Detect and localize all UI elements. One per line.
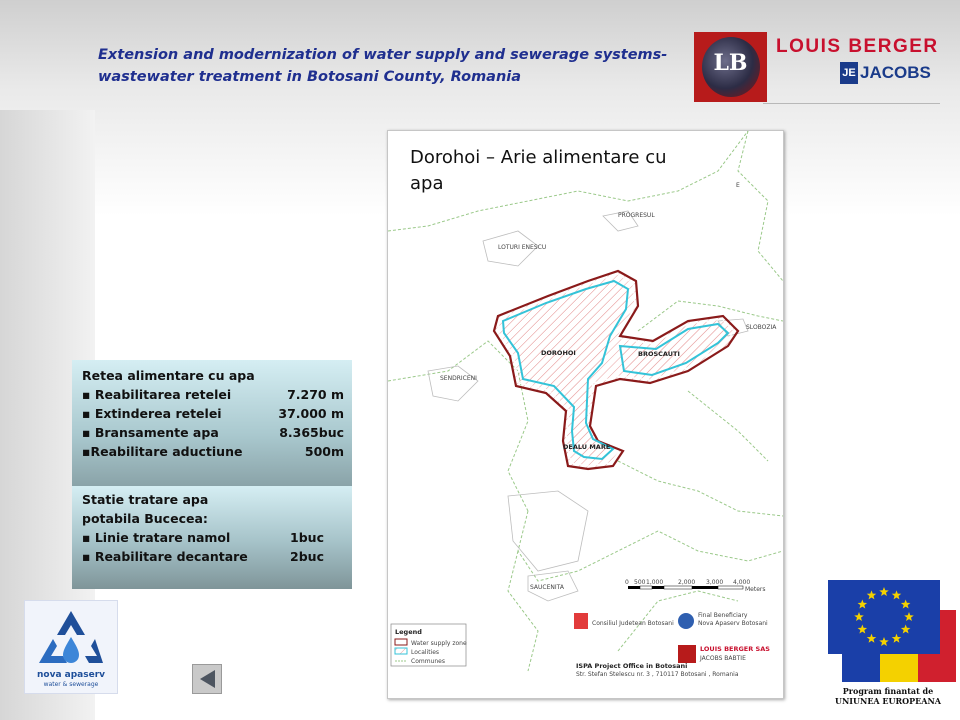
eu-star-icon <box>879 587 889 596</box>
previous-slide-button[interactable] <box>192 664 222 694</box>
header-divider <box>763 103 940 104</box>
eu-star-icon <box>858 625 868 634</box>
recycle-icon <box>25 601 117 693</box>
eu-caption-line2: UNIUNEA EUROPEANA <box>835 696 941 706</box>
nova-apaserv-logo <box>24 600 118 694</box>
network-row <box>82 404 344 423</box>
map-label-broscauti: BROSCAUTI <box>638 350 680 358</box>
council-crest-icon <box>574 613 588 629</box>
jacobs-mark: JE <box>840 62 858 84</box>
office-address: Str. Stefan Stelescu nr. 3 , 710117 Botosani , Romania <box>576 671 739 678</box>
logo-letters: LB <box>713 50 748 76</box>
eu-star-icon <box>867 634 877 643</box>
network-row <box>82 423 344 442</box>
legend-title: Legend <box>395 628 422 636</box>
slide-title <box>98 44 668 88</box>
map-label-sendriceni: SENDRICENI <box>440 375 477 382</box>
scale-tick: 500 <box>634 579 646 586</box>
map-legend <box>391 624 467 666</box>
station-row-label: ▪ Reabilitare decantare <box>82 549 248 564</box>
beneficiary-name: Nova Apaserv Botosani <box>698 620 768 627</box>
eu-star-icon <box>892 634 902 643</box>
map-drawing <box>388 131 783 698</box>
map-label-slobozia: SLOBOZIA <box>746 324 777 331</box>
network-row-label: ▪ Reabilitarea retelei <box>82 387 232 402</box>
jacobs-logo <box>840 62 931 84</box>
scale-bar <box>625 579 766 593</box>
station-row <box>82 528 324 547</box>
scale-tick: 2,000 <box>678 579 696 586</box>
map-label-progresul: PROGRESUL <box>618 212 655 219</box>
station-row-value: 2buc <box>290 549 324 564</box>
map-label-e: E <box>736 182 740 189</box>
network-row-value: 8.365buc <box>279 425 344 440</box>
legend-item: Localities <box>411 649 440 656</box>
beneficiary-title: Final Beneficiary <box>698 612 748 619</box>
scale-tick: 3,000 <box>706 579 724 586</box>
map-title <box>410 145 740 197</box>
network-row-label: ▪Reabilitare aductiune <box>82 444 243 459</box>
left-arrow-icon <box>200 670 215 688</box>
legend-item: Communes <box>411 658 445 665</box>
eu-star-icon <box>854 612 864 621</box>
network-heading: Retea alimentare cu apa <box>82 368 255 383</box>
station-row <box>82 547 324 566</box>
station-heading-line1: Statie tratare apa <box>82 492 209 507</box>
eu-star-icon <box>892 590 902 599</box>
company-name: LOUIS BERGER <box>776 36 939 57</box>
legend-item: Water supply zone <box>411 640 467 647</box>
eu-flag <box>828 580 940 654</box>
eu-star-icon <box>904 612 914 621</box>
water-supply-map <box>387 130 784 699</box>
eu-stars-icon <box>828 580 940 654</box>
map-label-saucenita: SAUCENITA <box>530 584 564 591</box>
eu-funding-caption <box>820 686 956 706</box>
eu-caption-line1: Program finantat de <box>842 686 934 696</box>
network-row-label: ▪ Extinderea retelei <box>82 406 222 421</box>
scale-unit: Meters <box>745 586 766 593</box>
map-label-dealu-mare: DEALU MARE <box>563 443 611 451</box>
scale-tick: 0 <box>625 579 629 586</box>
eu-star-icon <box>858 600 868 609</box>
map-title-line1: Dorohoi – Arie alimentare cu <box>410 147 667 168</box>
louis-berger-logo <box>694 32 767 102</box>
slide-title-line1: Extension and modernization of water supply and sewerage systems- <box>98 47 668 63</box>
network-row-label: ▪ Bransamente apa <box>82 425 219 440</box>
office-title: ISPA Project Office in Botosani <box>576 662 688 670</box>
council-name: Consiliul Judetean Botosani <box>592 620 674 627</box>
eu-star-icon <box>867 590 877 599</box>
scale-tick: 1,000 <box>646 579 664 586</box>
station-heading-line2: potabila Bucecea: <box>82 511 208 526</box>
map-label-dorohoi: DOROHOI <box>541 349 576 357</box>
network-row-value: 37.000 m <box>278 406 344 421</box>
consultant-partners: JACOBS BABTIE <box>700 655 746 662</box>
network-row <box>82 385 344 404</box>
map-label-loturi-enescu: LOTURI ENESCU <box>498 244 547 251</box>
network-row-value: 7.270 m <box>287 387 344 402</box>
network-row <box>82 442 344 461</box>
slide-title-line2: wastewater treatment in Botosani County, Romania <box>98 69 522 85</box>
beneficiary-logo-icon <box>678 613 694 629</box>
recycle-logo-sub: water & sewerage <box>43 681 99 688</box>
eu-star-icon <box>879 637 889 646</box>
treatment-station-panel <box>72 486 352 589</box>
water-network-panel <box>72 360 352 486</box>
station-row-label: ▪ Linie tratare namol <box>82 530 231 545</box>
map-title-line2: apa <box>410 173 444 194</box>
station-row-value: 1buc <box>290 530 324 545</box>
consultant-logo-icon <box>678 645 696 663</box>
consultant-name: LOUIS BERGER SAS <box>700 645 770 653</box>
scale-tick: 4,000 <box>733 579 751 586</box>
recycle-logo-text: nova apaserv <box>36 670 106 680</box>
jacobs-name: JACOBS <box>860 63 931 82</box>
map-credits <box>574 612 770 678</box>
eu-star-icon <box>901 600 911 609</box>
network-row-value: 500m <box>304 444 344 459</box>
eu-star-icon <box>901 625 911 634</box>
